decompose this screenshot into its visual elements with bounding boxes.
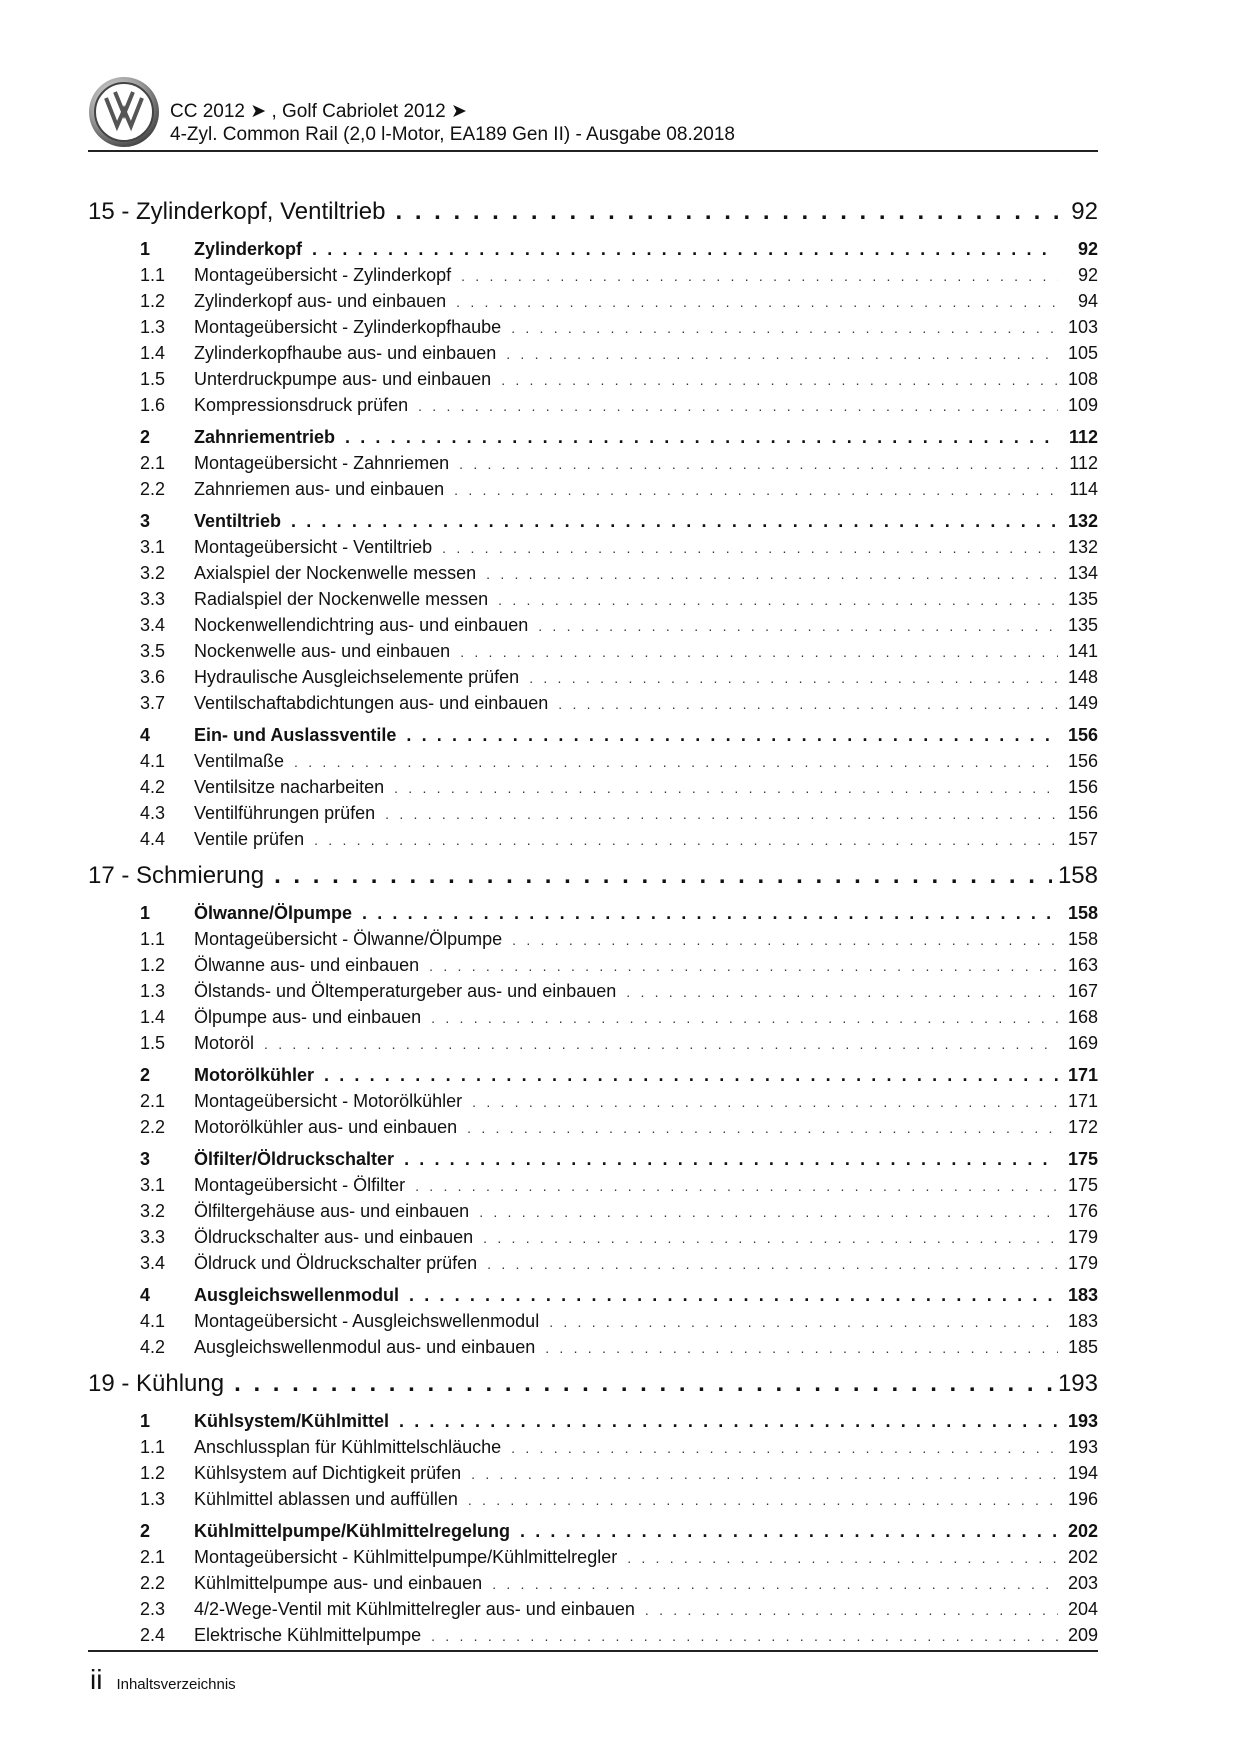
item-page: 112 <box>1069 453 1098 473</box>
footer-page-number: ii <box>90 1664 103 1695</box>
item-number: 2.1 <box>140 453 166 473</box>
item-page: 172 <box>1067 1117 1098 1137</box>
dot-leader <box>385 801 1058 827</box>
toc-item-row[interactable] <box>88 1308 1098 1334</box>
dot-leader <box>395 194 1058 230</box>
section-title: Ein- und Auslassventile <box>194 725 397 745</box>
item-title: Öldruck und Öldruckschalter prüfen <box>194 1253 478 1273</box>
section-page: 156 <box>1067 725 1098 745</box>
item-number: 1.4 <box>140 343 166 363</box>
chapter-page: 158 <box>1057 862 1098 889</box>
dot-leader <box>429 953 1058 979</box>
item-number: 3.3 <box>140 589 166 609</box>
item-title: Motorölkühler aus- und einbauen <box>194 1117 458 1137</box>
toc-item-row[interactable] <box>88 392 1098 418</box>
item-number: 4.3 <box>140 803 166 823</box>
dot-leader <box>627 1545 1058 1571</box>
section-page: 132 <box>1067 511 1098 531</box>
toc-item-row[interactable] <box>88 800 1098 826</box>
dot-leader <box>324 1062 1058 1088</box>
item-number: 4.1 <box>140 751 166 771</box>
item-title: Axialspiel der Nockenwelle messen <box>194 563 477 583</box>
dot-leader <box>431 1623 1058 1649</box>
footer-title: Inhaltsverzeichnis <box>116 1676 236 1693</box>
toc-item-row[interactable] <box>88 450 1098 476</box>
section-title: Zylinderkopf <box>194 239 303 259</box>
toc-item-row[interactable] <box>88 1224 1098 1250</box>
item-page: 94 <box>1077 291 1098 311</box>
item-title: Kühlsystem auf Dichtigkeit prüfen <box>194 1463 462 1483</box>
item-title: Ventilmaße <box>194 751 285 771</box>
item-page: 156 <box>1067 777 1098 797</box>
item-title: Radialspiel der Nockenwelle messen <box>194 589 489 609</box>
item-page: 209 <box>1067 1625 1098 1645</box>
dot-leader <box>404 1146 1058 1172</box>
dot-leader <box>394 775 1058 801</box>
item-number: 3.2 <box>140 563 166 583</box>
item-title: Ventilsitze nacharbeiten <box>194 777 385 797</box>
section-title: Zahnriementrieb <box>194 427 336 447</box>
toc-section-row[interactable] <box>88 236 1098 262</box>
item-page: 149 <box>1067 693 1098 713</box>
toc-item-row[interactable] <box>88 952 1098 978</box>
toc-item-row[interactable] <box>88 560 1098 586</box>
item-page: 204 <box>1067 1599 1098 1619</box>
toc-item-row[interactable] <box>88 586 1098 612</box>
item-page: 148 <box>1067 667 1098 687</box>
dot-leader <box>558 691 1058 717</box>
item-title: Ölwanne aus- und einbauen <box>194 955 420 975</box>
dot-leader <box>498 587 1058 613</box>
dot-leader <box>529 665 1058 691</box>
section-number: 2 <box>140 1065 151 1085</box>
toc-item-row[interactable] <box>88 748 1098 774</box>
section-title: Ventiltrieb <box>194 511 282 531</box>
item-number: 4.2 <box>140 1337 166 1357</box>
dot-leader <box>442 535 1058 561</box>
toc-chapter-row[interactable] <box>88 858 1098 894</box>
item-title: Ventilführungen prüfen <box>194 803 376 823</box>
dot-leader <box>264 1031 1058 1057</box>
item-page: 203 <box>1067 1573 1098 1593</box>
section-page: 193 <box>1067 1411 1098 1431</box>
dot-leader <box>483 1225 1058 1251</box>
item-number: 3.6 <box>140 667 166 687</box>
dot-leader <box>472 1089 1058 1115</box>
toc-item-row[interactable] <box>88 664 1098 690</box>
item-page: 157 <box>1067 829 1098 849</box>
item-number: 1.2 <box>140 291 166 311</box>
section-page: 175 <box>1067 1149 1098 1169</box>
table-of-contents <box>88 188 1098 1648</box>
item-number: 2.1 <box>140 1547 166 1567</box>
dot-leader <box>406 722 1058 748</box>
toc-section-row[interactable] <box>88 1408 1098 1434</box>
item-number: 3.3 <box>140 1227 166 1247</box>
chapter-page: 193 <box>1057 1370 1098 1397</box>
item-page: 103 <box>1067 317 1098 337</box>
dot-leader <box>487 1251 1058 1277</box>
item-number: 3.7 <box>140 693 166 713</box>
chapter-title: 19 - Kühlung <box>88 1370 225 1397</box>
dot-leader <box>512 927 1058 953</box>
item-page: 168 <box>1067 1007 1098 1027</box>
dot-leader <box>362 900 1058 926</box>
item-page: 167 <box>1067 981 1098 1001</box>
dot-leader <box>312 236 1058 262</box>
section-number: 2 <box>140 427 151 447</box>
item-title: Nockenwellendichtring aus- und einbauen <box>194 615 529 635</box>
toc-section-row[interactable] <box>88 1062 1098 1088</box>
section-title: Ölfilter/Öldruckschalter <box>194 1149 395 1169</box>
footer-divider <box>88 1650 1098 1652</box>
item-number: 1.3 <box>140 1489 166 1509</box>
toc-item-row[interactable] <box>88 774 1098 800</box>
item-title: Montageübersicht - Ölwanne/Ölpumpe <box>194 929 503 949</box>
item-page: 171 <box>1067 1091 1098 1111</box>
item-title: Ausgleichswellenmodul aus- und einbauen <box>194 1337 536 1357</box>
item-title: Montageübersicht - Motorölkühler <box>194 1091 463 1111</box>
toc-section-row[interactable] <box>88 722 1098 748</box>
toc-item-row[interactable] <box>88 340 1098 366</box>
chapter-page: 92 <box>1071 198 1098 225</box>
item-number: 1.3 <box>140 317 166 337</box>
toc-item-row[interactable] <box>88 612 1098 638</box>
dot-leader <box>486 561 1058 587</box>
section-number: 1 <box>140 239 151 259</box>
section-title: Ölwanne/Ölpumpe <box>194 903 353 923</box>
toc-item-row[interactable] <box>88 262 1098 288</box>
item-number: 3.4 <box>140 615 166 635</box>
section-title: Ausgleichswellenmodul <box>194 1285 400 1305</box>
item-number: 2.3 <box>140 1599 166 1619</box>
item-number: 1.5 <box>140 1033 166 1053</box>
item-page: 114 <box>1069 479 1098 499</box>
dot-leader <box>511 1435 1058 1461</box>
header-title <box>170 100 735 146</box>
item-title: Montageübersicht - Kühlmittelpumpe/Kühlmittelregler <box>194 1547 618 1567</box>
item-number: 2.4 <box>140 1625 166 1645</box>
section-page: 171 <box>1067 1065 1098 1085</box>
item-title: Hydraulische Ausgleichselemente prüfen <box>194 667 520 687</box>
chapter-title: 17 - Schmierung <box>88 862 265 889</box>
toc-item-row[interactable] <box>88 288 1098 314</box>
dot-leader <box>479 1199 1058 1225</box>
toc-section-row[interactable] <box>88 1146 1098 1172</box>
item-page: 183 <box>1067 1311 1098 1331</box>
dot-leader <box>418 393 1058 419</box>
item-number: 1.1 <box>140 929 166 949</box>
toc-item-row[interactable] <box>88 534 1098 560</box>
toc-section-row[interactable] <box>88 900 1098 926</box>
item-page: 196 <box>1067 1489 1098 1509</box>
dot-leader <box>460 639 1058 665</box>
item-page: 185 <box>1067 1337 1098 1357</box>
toc-item-row[interactable] <box>88 638 1098 664</box>
item-page: 158 <box>1067 929 1098 949</box>
toc-section-row[interactable] <box>88 424 1098 450</box>
toc-chapter-row[interactable] <box>88 194 1098 230</box>
item-number: 1.1 <box>140 265 166 285</box>
section-number: 4 <box>140 1285 151 1305</box>
toc-item-row[interactable] <box>88 926 1098 952</box>
item-page: 135 <box>1067 615 1098 635</box>
item-page: 105 <box>1067 343 1098 363</box>
item-number: 1.2 <box>140 1463 166 1483</box>
vw-logo-icon <box>88 76 160 148</box>
toc-item-row[interactable] <box>88 1030 1098 1056</box>
item-title: Montageübersicht - Zylinderkopf <box>194 265 452 285</box>
section-title: Kühlsystem/Kühlmittel <box>194 1411 390 1431</box>
dot-leader <box>467 1115 1058 1141</box>
toc-item-row[interactable] <box>88 1172 1098 1198</box>
section-number: 3 <box>140 1149 151 1169</box>
item-number: 3.5 <box>140 641 166 661</box>
dot-leader <box>492 1571 1058 1597</box>
item-title: Ölpumpe aus- und einbauen <box>194 1007 422 1027</box>
item-number: 1.2 <box>140 955 166 975</box>
dot-leader <box>461 263 1058 289</box>
item-number: 4.1 <box>140 1311 166 1331</box>
item-page: 92 <box>1077 265 1098 285</box>
dot-leader <box>234 1366 1052 1402</box>
item-number: 3.1 <box>140 537 166 557</box>
section-page: 202 <box>1067 1521 1098 1541</box>
item-number: 4.2 <box>140 777 166 797</box>
item-number: 1.5 <box>140 369 166 389</box>
dot-leader <box>431 1005 1058 1031</box>
item-number: 4.4 <box>140 829 166 849</box>
dot-leader <box>511 315 1058 341</box>
toc-item-row[interactable] <box>88 1114 1098 1140</box>
toc-item-row[interactable] <box>88 476 1098 502</box>
toc-item-row[interactable] <box>88 1486 1098 1512</box>
dot-leader <box>520 1518 1058 1544</box>
toc-item-row[interactable] <box>88 1198 1098 1224</box>
toc-item-row[interactable] <box>88 1004 1098 1030</box>
item-number: 2.2 <box>140 1573 166 1593</box>
item-page: 176 <box>1067 1201 1098 1221</box>
dot-leader <box>645 1597 1058 1623</box>
section-page: 183 <box>1067 1285 1098 1305</box>
toc-section-row[interactable] <box>88 1518 1098 1544</box>
dot-leader <box>415 1173 1058 1199</box>
item-title: Motoröl <box>194 1033 255 1053</box>
item-number: 3.1 <box>140 1175 166 1195</box>
item-title: Elektrische Kühlmittelpumpe <box>194 1625 422 1645</box>
header-line-2: 4-Zyl. Common Rail (2,0 l-Motor, EA189 Gen II) - Ausgabe 08.2018 <box>170 124 735 145</box>
item-title: Zahnriemen aus- und einbauen <box>194 479 445 499</box>
item-page: 163 <box>1067 955 1098 975</box>
item-title: Montageübersicht - Ölfilter <box>194 1175 406 1195</box>
dot-leader <box>538 613 1058 639</box>
item-title: Kompressionsdruck prüfen <box>194 395 409 415</box>
section-number: 4 <box>140 725 151 745</box>
dot-leader <box>291 508 1058 534</box>
item-page: 156 <box>1067 751 1098 771</box>
item-title: Montageübersicht - Zahnriemen <box>194 453 450 473</box>
dot-leader <box>274 858 1052 894</box>
item-page: 135 <box>1067 589 1098 609</box>
item-number: 3.4 <box>140 1253 166 1273</box>
item-title: Öldruckschalter aus- und einbauen <box>194 1227 474 1247</box>
dot-leader <box>506 341 1058 367</box>
item-page: 132 <box>1067 537 1098 557</box>
toc-item-row[interactable] <box>88 366 1098 392</box>
item-page: 179 <box>1067 1227 1098 1247</box>
item-number: 2.2 <box>140 479 166 499</box>
item-number: 2.2 <box>140 1117 166 1137</box>
item-page: 179 <box>1067 1253 1098 1273</box>
item-page: 156 <box>1067 803 1098 823</box>
item-page: 108 <box>1067 369 1098 389</box>
dot-leader <box>549 1309 1058 1335</box>
item-title: Montageübersicht - Zylinderkopfhaube <box>194 317 502 337</box>
header-line-1: CC 2012 ➤ , Golf Cabriolet 2012 ➤ <box>170 101 467 122</box>
toc-item-row[interactable] <box>88 1544 1098 1570</box>
dot-leader <box>459 451 1058 477</box>
item-number: 1.4 <box>140 1007 166 1027</box>
dot-leader <box>456 289 1058 315</box>
item-number: 3.2 <box>140 1201 166 1221</box>
toc-section-row[interactable] <box>88 1282 1098 1308</box>
section-page: 92 <box>1077 239 1098 259</box>
dot-leader <box>471 1461 1058 1487</box>
section-number: 1 <box>140 903 151 923</box>
section-number: 1 <box>140 1411 151 1431</box>
toc-chapter-row[interactable] <box>88 1366 1098 1402</box>
dot-leader <box>468 1487 1058 1513</box>
item-page: 141 <box>1067 641 1098 661</box>
item-page: 202 <box>1067 1547 1098 1567</box>
toc-item-row[interactable] <box>88 1434 1098 1460</box>
item-title: Kühlmittel ablassen und auffüllen <box>194 1489 458 1509</box>
toc-item-row[interactable] <box>88 1088 1098 1114</box>
item-title: Ölstands- und Öltemperaturgeber aus- und einbauen <box>194 981 617 1001</box>
toc-item-row[interactable] <box>88 1570 1098 1596</box>
item-title: Zylinderkopf aus- und einbauen <box>194 291 447 311</box>
section-page: 158 <box>1067 903 1098 923</box>
item-title: 4/2-Wege-Ventil mit Kühlmittelregler aus- und einbauen <box>194 1599 635 1619</box>
item-page: 194 <box>1067 1463 1098 1483</box>
toc-item-row[interactable] <box>88 690 1098 716</box>
toc-item-row[interactable] <box>88 826 1098 852</box>
item-number: 1.3 <box>140 981 166 1001</box>
chapter-title: 15 - Zylinderkopf, Ventiltrieb <box>88 198 386 225</box>
item-number: 1.6 <box>140 395 166 415</box>
item-page: 109 <box>1067 395 1098 415</box>
dot-leader <box>345 424 1058 450</box>
dot-leader <box>399 1408 1058 1434</box>
dot-leader <box>454 477 1058 503</box>
toc-item-row[interactable] <box>88 978 1098 1004</box>
item-title: Kühlmittelpumpe aus- und einbauen <box>194 1573 483 1593</box>
header-divider <box>88 150 1098 152</box>
item-title: Anschlussplan für Kühlmittelschläuche <box>194 1437 502 1457</box>
item-number: 2.1 <box>140 1091 166 1111</box>
section-title: Motorölkühler <box>194 1065 314 1085</box>
item-title: Ventile prüfen <box>194 829 305 849</box>
item-title: Ventilschaftabdichtungen aus- und einbauen <box>194 693 549 713</box>
section-title: Kühlmittelpumpe/Kühlmittelregelung <box>194 1521 511 1541</box>
item-page: 193 <box>1067 1437 1098 1457</box>
toc-item-row[interactable] <box>88 1334 1098 1360</box>
dot-leader <box>545 1335 1058 1361</box>
toc-item-row[interactable] <box>88 1622 1098 1648</box>
page-footer <box>90 1664 236 1696</box>
page-header <box>88 72 1098 152</box>
section-page: 112 <box>1068 427 1098 447</box>
item-title: Montageübersicht - Ventiltrieb <box>194 537 433 557</box>
item-number: 1.1 <box>140 1437 166 1457</box>
dot-leader <box>501 367 1058 393</box>
dot-leader <box>626 979 1058 1005</box>
dot-leader <box>314 827 1058 853</box>
dot-leader <box>409 1282 1058 1308</box>
item-title: Unterdruckpumpe aus- und einbauen <box>194 369 492 389</box>
section-number: 3 <box>140 511 151 531</box>
toc-item-row[interactable] <box>88 1250 1098 1276</box>
item-page: 169 <box>1067 1033 1098 1053</box>
toc-item-row[interactable] <box>88 314 1098 340</box>
item-page: 175 <box>1067 1175 1098 1195</box>
section-number: 2 <box>140 1521 151 1541</box>
toc-item-row[interactable] <box>88 1596 1098 1622</box>
dot-leader <box>294 749 1058 775</box>
item-page: 134 <box>1067 563 1098 583</box>
item-title: Nockenwelle aus- und einbauen <box>194 641 451 661</box>
toc-item-row[interactable] <box>88 1460 1098 1486</box>
item-title: Zylinderkopfhaube aus- und einbauen <box>194 343 497 363</box>
item-title: Ölfiltergehäuse aus- und einbauen <box>194 1201 470 1221</box>
toc-section-row[interactable] <box>88 508 1098 534</box>
item-title: Montageübersicht - Ausgleichswellenmodul <box>194 1311 540 1331</box>
